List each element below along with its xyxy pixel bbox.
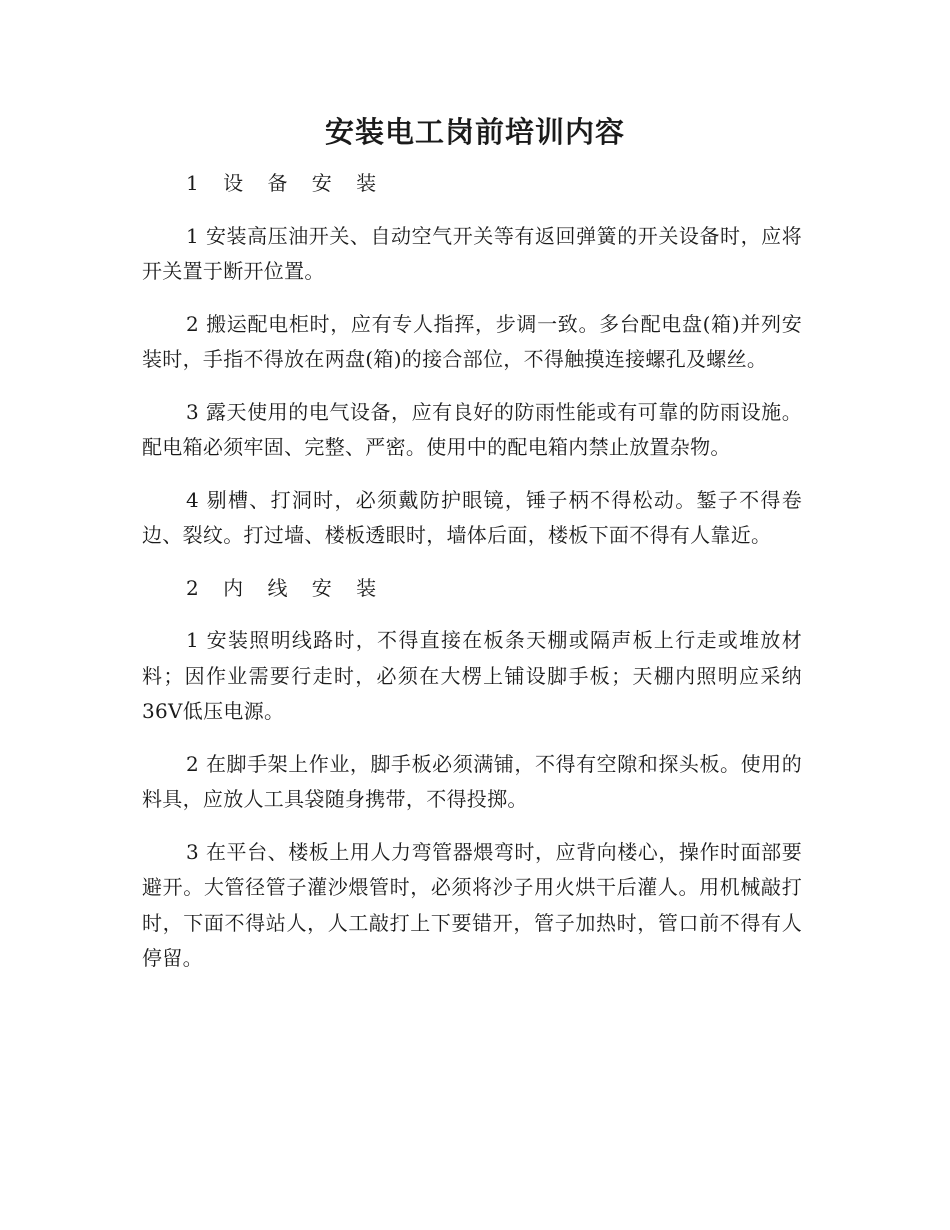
section-1-item-2: 2 搬运配电柜时，应有专人指挥，步调一致。多台配电盘(箱)并列安装时，手指不得放在两盘(箱)的接合部位，不得触摸连接螺孔及螺丝。 bbox=[142, 311, 802, 371]
section-2-item-3: 3 在平台、楼板上用人力弯管器煨弯时，应背向楼心，操作时面部要避开。大管径管子灌沙煨管时，必须将沙子用火烘干后灌人。用机械敲打时，下面不得站人，人工敲打上下要错开，管子加热时，管口前不得有人停留。 bbox=[142, 839, 802, 970]
section-2-item-1: 1 安装照明线路时，不得直接在板条天棚或隔声板上行走或堆放材料；因作业需要行走时，必须在大楞上铺设脚手板；天棚内照明应采纳36V低压电源。 bbox=[142, 628, 802, 723]
section-1-item-1: 1 安装高压油开关、自动空气开关等有返回弹簧的开关设备时，应将开关置于断开位置。 bbox=[142, 223, 802, 283]
section-heading-indoor-wiring: 2 内 线 安 装 bbox=[186, 575, 386, 600]
section-1-item-3: 3 露天使用的电气设备，应有良好的防雨性能或有可靠的防雨设施。配电箱必须牢固、完整、严密。使用中的配电箱内禁止放置杂物。 bbox=[142, 399, 802, 459]
section-heading-equipment-installation: 1 设 备 安 装 bbox=[186, 171, 386, 195]
page-title: 安装电工岗前培训内容 bbox=[324, 115, 625, 149]
section-2-item-2: 2 在脚手架上作业，脚手板必须满铺，不得有空隙和探头板。使用的料具，应放人工具袋随身携带，不得投掷。 bbox=[142, 751, 802, 811]
document-body bbox=[142, 166, 802, 994]
section-1-item-4: 4 剔槽、打洞时，必须戴防护眼镜，锤子柄不得松动。錾子不得卷边、裂纹。打过墙、楼板透眼时，墙体后面，楼板下面不得有人靠近。 bbox=[142, 487, 802, 547]
